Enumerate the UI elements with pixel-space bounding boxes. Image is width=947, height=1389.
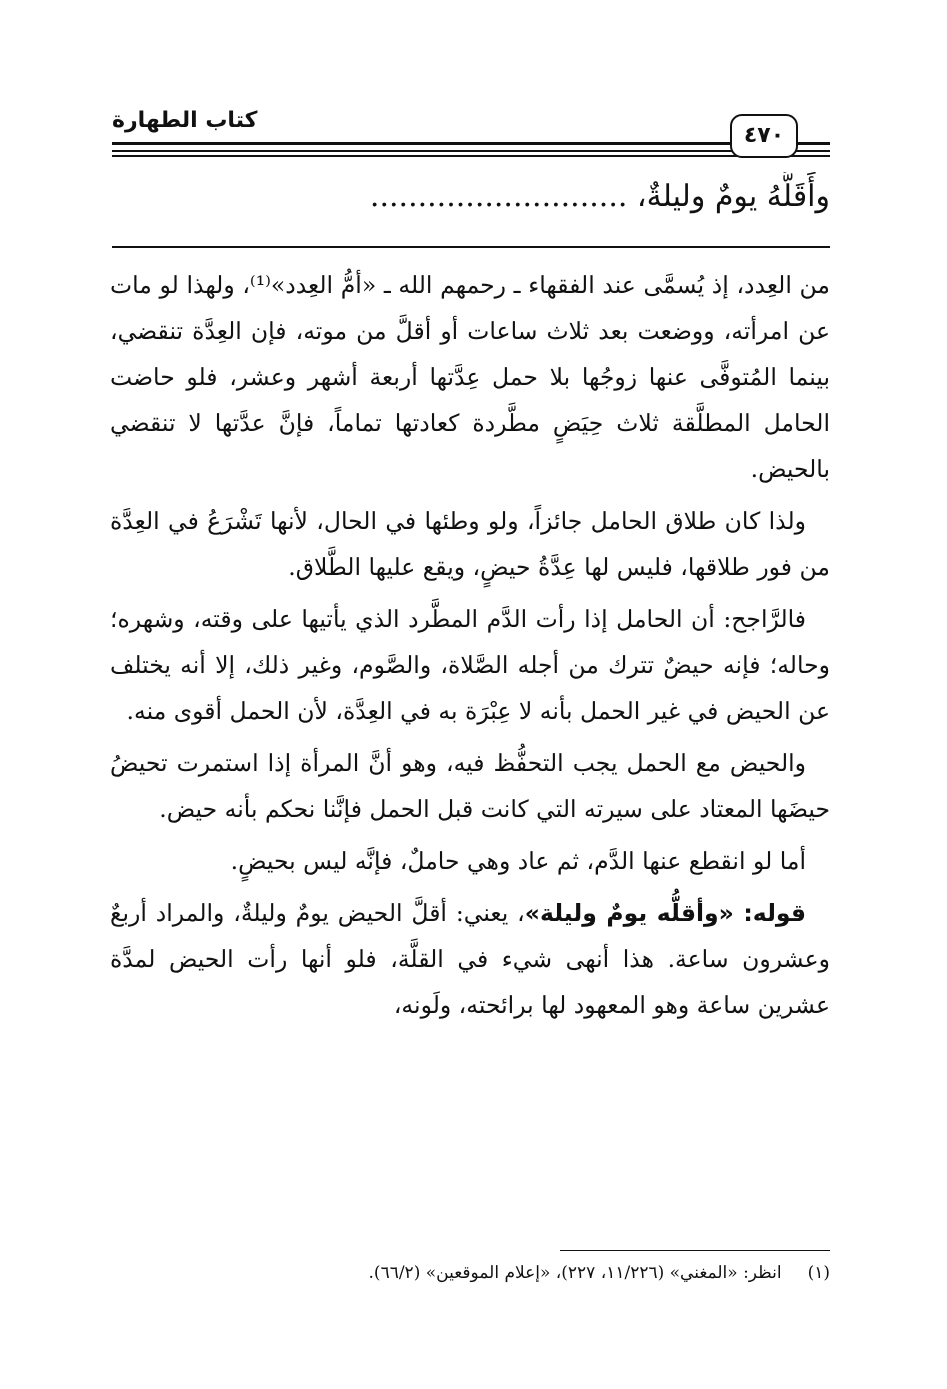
header-rule-thin-2 <box>112 155 830 157</box>
footnote-number: (١) <box>807 1263 830 1283</box>
footnote <box>112 1258 830 1288</box>
commentary-body <box>110 262 830 1034</box>
header-rule-thin <box>112 150 830 152</box>
footnote-text: انظر: «المغني» (١١/٢٢٦، ٢٢٧)، «إعلام الموقعين» (٦٦/٢). <box>368 1263 782 1283</box>
paragraph-5: أما لو انقطع عنها الدَّم، ثم عاد وهي حاملٌ، فإنَّه ليس بحيضٍ. <box>230 847 806 875</box>
quote-text: ، يعني: أقلَّ الحيض يومٌ وليلةٌ، والمراد أربعٌ وعشرون ساعة. هذا أنهى شيء في القلَّة، فلو أنها رأت الحيض لمدَّة عشرين ساعة وهو المعهود لها برائحته، ولَونه، <box>110 899 830 1019</box>
paragraph-2: ولذا كان طلاق الحامل جائزاً، ولو وطئها في الحال، لأنها تَشْرَعُ في العِدَّة من فور طلاقها، فليس لها عِدَّةُ حيضٍ، ويقع عليها الطَّلاق. <box>110 507 830 581</box>
page-header <box>112 108 830 168</box>
footnote-rule <box>560 1250 830 1251</box>
matn-line: وأَقَلُّهُ يومٌ وليلةٌ، ........................... <box>369 179 830 214</box>
page-number: ٤٧٠ <box>730 114 798 158</box>
paragraph-3: فالرَّاجح: أن الحامل إذا رأت الدَّم المطَّرد الذي يأتيها على وقته، وشهره؛ وحاله؛ فإنه حيضٌ تترك من أجله الصَّلاة، والصَّوم، وغير ذلك، إلا أنه يختلف عن الحيض في غير الحمل بأنه لا عِبْرَة به في العِدَّة، لأن الحمل أقوى منه. <box>110 605 830 725</box>
paragraph-6 <box>110 890 830 1028</box>
matn-separator <box>112 246 830 248</box>
paragraph-4: والحيض مع الحمل يجب التحفُّظ فيه، وهو أنَّ المرأة إذا استمرت تحيضُ حيضَها المعتاد على سيرته التي كانت قبل الحمل فإنَّنا نحكم بأنه حيض. <box>110 749 830 823</box>
paragraph-1: من العِدد، إذ يُسمَّى عند الفقهاء ـ رحمهم الله ـ «أمُّ العِدد»⁽¹⁾، ولهذا لو مات عن امرأته، ووضعت بعد ثلاث ساعات أو أقلَّ من موته، فإن العِدَّة تنقضي، بينما المُتوفَّى عنها زوجُها بلا حمل عِدَّتها أربعة أشهر وعشر، فلو حاضت الحامل المطلَّقة ثلاث حِيَضٍ مطَّردة كعادتها تماماً، فإنَّ عدَّتها لا تنقضي بالحيض. <box>110 271 830 483</box>
book-title: كتاب الطهارة <box>112 108 258 133</box>
quote-label: قوله: «وأقلُّه يومٌ وليلة» <box>524 899 807 927</box>
header-rule-thick <box>112 142 830 145</box>
